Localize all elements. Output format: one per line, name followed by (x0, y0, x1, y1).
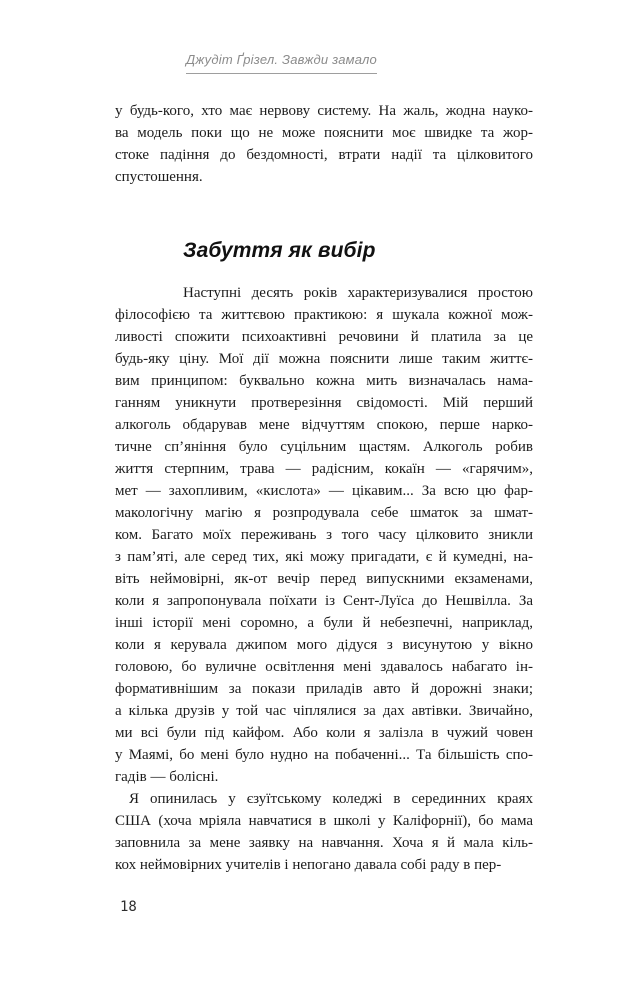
text-line: будь-яку ціну. Мої дії можна пояснити лише таким життє- (115, 351, 533, 367)
paragraph (115, 282, 533, 788)
text-line: Наступні десять років характеризувалися простою (183, 285, 533, 301)
running-head: Джудіт Ґрізел. Завжди замало (186, 51, 377, 74)
text-line: стоке падіння до бездомності, втрати надії та цілковитого (115, 147, 533, 163)
text-line: макологічну магію я розпродувала себе шматок за шмат- (115, 505, 533, 521)
text-line: а кілька друзів у той час чіплялися за дах автівки. Звичайно, (115, 703, 533, 719)
text-line: гадів — болісні. (115, 769, 219, 785)
text-line: філософією та життєвою практикою: я шукала кожної мож- (115, 307, 533, 323)
text-line: США (хоча мріяла навчатися в школі у Каліфорнії), бо мама (115, 813, 533, 829)
paragraph (115, 788, 533, 876)
text-line: ком. Багато моїх переживань з того часу цілковито зникли (115, 527, 533, 543)
text-column (115, 100, 533, 876)
text-line: життя стерпним, трава — радісним, кокаїн — «гарячим», (115, 461, 533, 477)
text-line: формативнішим за покази приладів авто й дорожні знаки; (115, 681, 533, 697)
text-line: віть неймовірні, як-от вечір перед випускними екзаменами, (115, 571, 533, 587)
paragraph (115, 100, 533, 188)
text-line: вим принципом: буквально кожна мить визначалась нама- (115, 373, 533, 389)
text-line: ва модель поки що не може пояснити моє швидке та жор- (115, 125, 533, 141)
text-line: у будь-кого, хто має нервову систему. На жаль, жодна науко- (115, 103, 533, 119)
text-line: інші історії мені соромно, а були й небезпечні, наприклад, (115, 615, 533, 631)
text-line: ми всі були під кайфом. Або коли я залізла в чужий човен (115, 725, 533, 741)
text-line: спустошення. (115, 169, 203, 185)
text-line: кох неймовірних учителів і непогано давала собі раду в пер- (115, 857, 502, 873)
text-line: тичне сп’яніння було суцільним щастям. Алкоголь робив (115, 439, 533, 455)
text-line: Я опинилась у єзуїтському коледжі в серединних краях (129, 791, 533, 807)
text-line: ливості спожити психоактивні речовини й платила за це (115, 329, 533, 345)
text-line: заповнила за мене заявку на навчання. Хоча я й мала кіль- (115, 835, 533, 851)
text-line: коли я запропонувала поїхати із Сент-Луїса до Нешвілла. За (115, 593, 533, 609)
section-heading: Забуття як вибір (183, 239, 376, 262)
text-line: у Маямі, бо мені було нудно на побаченні... Та більшість спо- (115, 747, 533, 763)
text-line: ганням уникнути протверезіння свідомості. Мій перший (115, 395, 533, 411)
page-number: 18 (120, 899, 137, 915)
text-line: з пам’яті, але серед тих, які можу пригадати, є й кумедні, на- (115, 549, 533, 565)
text-line: головою, бо вуличне освітлення мені здавалось набагато ін- (115, 659, 533, 675)
text-line: коли я керувала джипом мого дідуся з висунутою у вікно (115, 637, 533, 653)
text-line: мет — захопливим, «кислота» — цікавим... За всю цю фар- (115, 483, 533, 499)
text-line: алкоголь обдарував мене відчуттям спокою, перше нарко- (115, 417, 533, 433)
